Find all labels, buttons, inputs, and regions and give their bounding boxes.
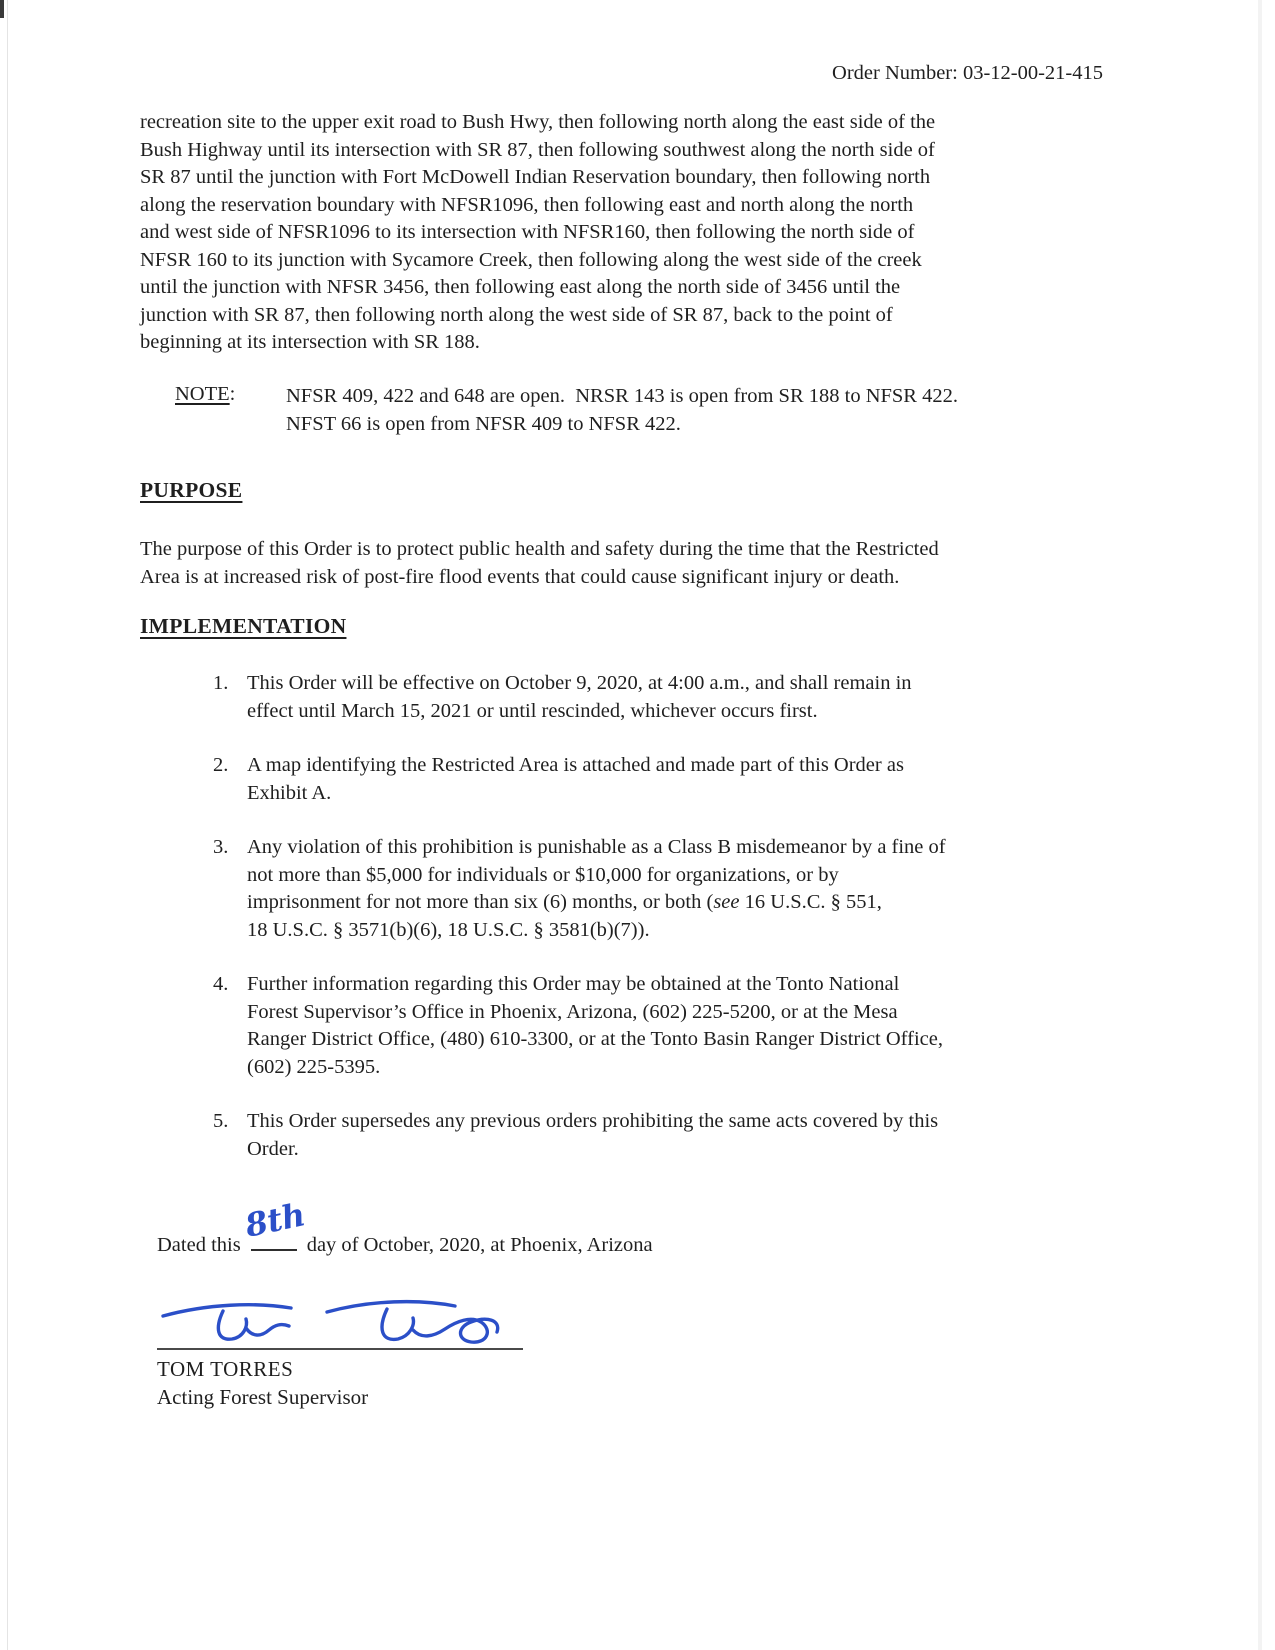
list-item-text [247, 1108, 938, 1163]
text-line: not more than $5,000 for individuals or $10,000 for organizations, or by [247, 863, 839, 886]
dated-prefix: Dated this [157, 1234, 241, 1256]
text-line: This Order supersedes any previous orders prohibiting the same acts covered by this [247, 1110, 939, 1132]
text-line: Forest Supervisor’s Office in Phoenix, Arizona, (602) 225-5200, or at the Mesa [247, 1000, 898, 1023]
text-line: Ranger District Office, (480) 610-3300, or at the Tonto Basin Ranger District Office, [247, 1028, 943, 1050]
handwritten-day: 8th [241, 1195, 309, 1245]
list-item [213, 752, 1113, 807]
purpose-paragraph [140, 536, 939, 591]
text-line: until the junction with NFSR 3456, then following east along the north side of 3456 until the [140, 276, 901, 298]
text-line: NFSR 409, 422 and 648 are open. NRSR 143 is open from SR 188 to NFSR 422. [286, 385, 958, 407]
text-line: Further information regarding this Order may be obtained at the Tonto National [247, 973, 900, 995]
signature-scribble [157, 1292, 529, 1350]
list-item-text [247, 834, 946, 944]
list-item [213, 971, 1113, 1081]
signature-line [157, 1348, 523, 1350]
implementation-list [213, 670, 1113, 1190]
note-text [286, 383, 958, 438]
text-line: Bush Highway until its intersection with SR 87, then following southwest along the north side of [140, 138, 935, 161]
text-line: This Order will be effective on October 9, 2020, at 4:00 a.m., and shall remain in [247, 672, 912, 694]
text-line: A map identifying the Restricted Area is attached and made part of this Order as [247, 754, 904, 776]
text-line: effect until March 15, 2021 or until rescinded, whichever occurs first. [247, 699, 818, 722]
signatory-title: Acting Forest Supervisor [157, 1384, 369, 1409]
order-number: Order Number: 03-12-00-21-415 [832, 62, 1103, 84]
list-item-text [247, 752, 904, 807]
dated-suffix: day of October, 2020, at Phoenix, Arizona [306, 1234, 653, 1256]
text-line: Order. [247, 1137, 299, 1160]
list-item [213, 834, 1113, 944]
text-line: NFST 66 is open from NFSR 409 to NFSR 422. [286, 412, 681, 435]
purpose-heading: PURPOSE [140, 478, 243, 502]
text-line: Any violation of this prohibition is punishable as a Class B misdemeanor by a fine of [247, 836, 946, 858]
text-line: along the reservation boundary with NFSR1096, then following east and north along the north [140, 193, 914, 216]
day-blank-line [241, 1195, 309, 1251]
legal-description-paragraph [140, 109, 935, 357]
text-line: recreation site to the upper exit road to Bush Hwy, then following north along the east side of the [140, 111, 936, 133]
text-line: Exhibit A. [247, 781, 332, 804]
dated-line [157, 1195, 653, 1257]
list-item-number: 1. [213, 672, 229, 694]
text-line: The purpose of this Order is to protect public health and safety during the time that the Restricted [140, 538, 939, 560]
text-line: (602) 225-5395. [247, 1055, 381, 1078]
list-item-number: 3. [213, 836, 229, 858]
list-item-number: 2. [213, 754, 229, 776]
scan-edge-right [1258, 0, 1262, 1650]
signatory-name: TOM TORRES [157, 1357, 294, 1381]
list-item-number: 5. [213, 1110, 229, 1132]
text-line: NFSR 160 to its junction with Sycamore Creek, then following along the west side of the creek [140, 248, 922, 271]
list-item-number: 4. [213, 973, 229, 995]
note-block [175, 383, 958, 438]
list-item [213, 670, 1113, 725]
text-line: 18 U.S.C. § 3571(b)(6), 18 U.S.C. § 3581(b)(7)). [247, 918, 650, 941]
text-line: imprisonment for not more than six (6) months, or both (see 16 U.S.C. § 551, [247, 891, 882, 913]
list-item-text [247, 971, 943, 1081]
list-item [213, 1108, 1113, 1163]
scan-corner-mark [0, 0, 4, 18]
text-line: SR 87 until the junction with Fort McDowell Indian Reservation boundary, then following north [140, 166, 931, 188]
scan-edge-left [7, 0, 8, 1650]
text-line: and west side of NFSR1096 to its intersection with NFSR160, then following the north side of [140, 221, 915, 243]
text-line: Area is at increased risk of post-fire flood events that could cause significant injury or death. [140, 565, 900, 588]
text-line: junction with SR 87, then following north along the west side of SR 87, back to the point of [140, 303, 893, 326]
text-line: beginning at its intersection with SR 188. [140, 331, 480, 353]
signature-block [157, 1292, 529, 1411]
implementation-heading: IMPLEMENTATION [140, 614, 347, 638]
note-label: NOTE: [175, 383, 236, 405]
list-item-text [247, 670, 912, 725]
